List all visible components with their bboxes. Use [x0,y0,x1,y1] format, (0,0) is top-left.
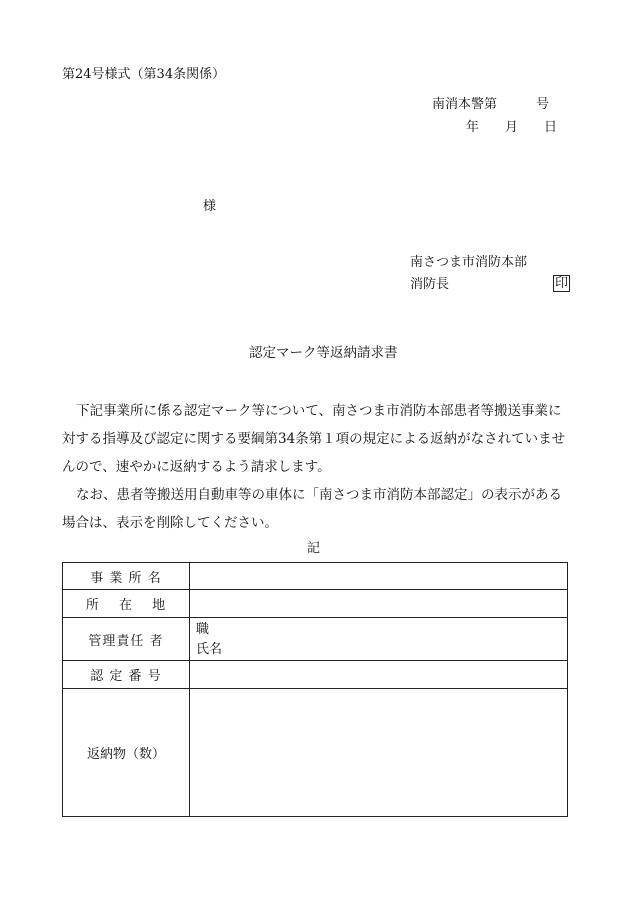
note-paragraph: なお、患者等搬送用自動車等の車体に「南さつま市消防本部認定」の表示がある場合は、表示を削除してください。 [62,487,562,531]
value-office-name [190,563,568,590]
label-returned-items: 返納物（数） [63,689,190,817]
manager-position-label: 職 [196,622,210,637]
table-row [63,618,568,661]
request-paragraph: 下記事業所に係る認定マーク等について、南さつま市消防本部患者等搬送事業に対する指導及び認定に関する要綱第34条第１項の規定による返納がなされていませんので、速やかに返納するよう請求します。 [62,403,566,475]
seal-mark: 印 [555,276,569,291]
ki-heading: 記 [307,541,321,556]
document-title: 認定マーク等返納請求書 [249,345,398,361]
addressee-honorific: 様 [203,199,217,214]
label-address: 所 在 地 [63,590,190,618]
value-address [190,590,568,618]
label-certification-number: 認 定 番 号 [63,661,190,689]
value-certification-number [190,661,568,689]
issuer-title: 消防長 [410,277,450,292]
issuer-organization: 南さつま市消防本部 [410,255,528,270]
label-manager: 管理責任 者 [63,618,190,661]
form-number: 第24号様式（第34条関係） [62,67,226,82]
document-date: 年 月 日 [466,120,558,135]
table-row [63,689,568,817]
manager-name-label: 氏名 [196,642,223,657]
table-row [63,590,568,618]
value-manager [190,618,568,661]
label-office-name: 事 業 所 名 [63,563,190,590]
table-row [63,661,568,689]
table-row [63,563,568,590]
details-table [62,562,568,817]
value-returned-items [190,689,568,817]
document-number: 南消本警第 号 [432,97,550,112]
